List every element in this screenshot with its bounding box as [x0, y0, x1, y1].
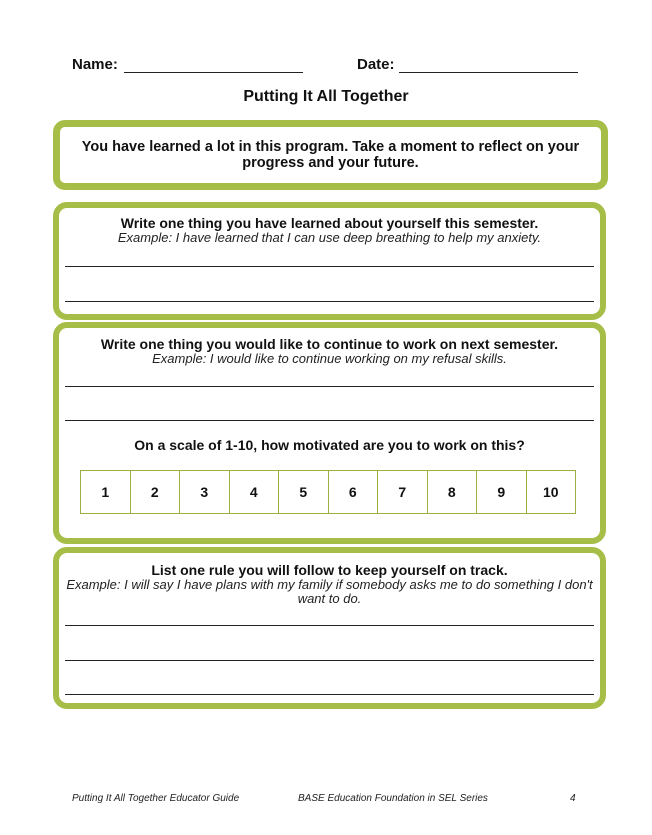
scale-option[interactable]: 2 — [131, 471, 181, 513]
date-label: Date: — [357, 56, 395, 73]
header-row — [0, 56, 652, 80]
learned-example: Example: I have learned that I can use deep breathing to help my anxiety. — [117, 230, 542, 245]
scale-option[interactable]: 10 — [542, 484, 559, 500]
scale-option[interactable]: 9 — [477, 471, 527, 513]
answer-line[interactable] — [65, 625, 594, 626]
intro-box — [53, 120, 608, 190]
name-label: Name: — [72, 56, 118, 73]
scale-option[interactable]: 6 — [329, 471, 379, 513]
scale-option[interactable]: 1 — [81, 471, 131, 513]
answer-line[interactable] — [65, 386, 594, 387]
scale-option[interactable]: 3 — [180, 471, 230, 513]
answer-line[interactable] — [65, 301, 594, 302]
page-title: Putting It All Together — [243, 88, 409, 105]
date-field-line[interactable] — [399, 72, 578, 73]
motivation-question: On a scale of 1-10, how motivated are you to work on this? — [134, 437, 525, 453]
intro-text: You have learned a lot in this program. Take a moment to reflect on your progress and your future. — [81, 139, 580, 171]
answer-line[interactable] — [65, 420, 594, 421]
footer-series-title: BASE Education Foundation in SEL Series — [298, 793, 488, 804]
continue-example: Example: I would like to continue working on my refusal skills. — [152, 351, 507, 366]
name-field-line[interactable] — [124, 72, 303, 73]
scale-option[interactable]: 4 — [230, 471, 280, 513]
continue-prompt: Write one thing you would like to continue to work on next semester. — [100, 336, 559, 352]
page-number: 4 — [570, 793, 576, 804]
rule-example: Example: I will say I have plans with my family if somebody asks me to do something I don't want to do. — [66, 577, 593, 606]
learned-section — [53, 202, 606, 320]
motivation-scale — [80, 470, 576, 514]
scale-option[interactable]: 7 — [378, 471, 428, 513]
learned-prompt: Write one thing you have learned about yourself this semester. — [120, 215, 539, 231]
answer-line[interactable] — [65, 660, 594, 661]
answer-line[interactable] — [65, 266, 594, 267]
scale-option[interactable]: 8 — [428, 471, 478, 513]
footer-guide-title: Putting It All Together Educator Guide — [72, 793, 240, 804]
answer-line[interactable] — [65, 694, 594, 695]
scale-option[interactable]: 5 — [279, 471, 329, 513]
continue-section — [53, 322, 606, 544]
rule-section — [53, 547, 606, 709]
rule-prompt: List one rule you will follow to keep yourself on track. — [151, 562, 508, 578]
